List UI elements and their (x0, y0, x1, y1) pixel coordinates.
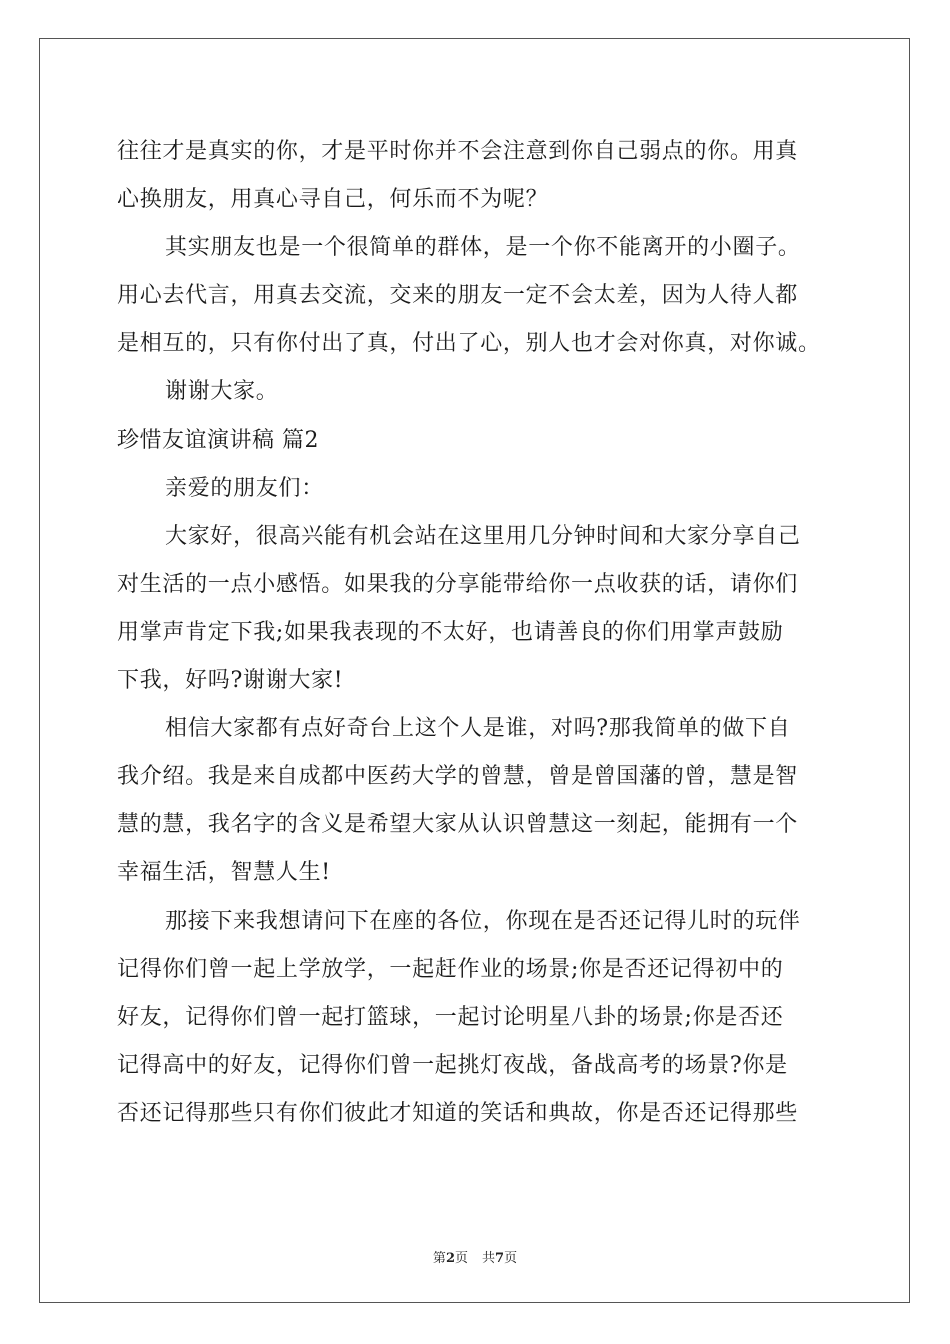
text-line: 亲爱的朋友们： (165, 475, 324, 501)
text-line: 记得高中的好友，记得你们曾一起挑灯夜战，备战高考的场景?你是 (117, 1052, 788, 1078)
page-footer (0, 1247, 950, 1266)
page-prefix: 第 (432, 1251, 446, 1266)
total-prefix: 共 (482, 1251, 496, 1266)
text-line: 幸福生活，智慧人生! (117, 860, 331, 886)
text-line: 那接下来我想请问下在座的各位，你现在是否还记得儿时的玩伴 (165, 908, 801, 934)
total-suffix: 页 (504, 1251, 518, 1266)
page-suffix: 页 (454, 1251, 468, 1266)
text-line: 其实朋友也是一个很简单的群体，是一个你不能离开的小圈子。 (165, 235, 801, 261)
text-line: 往往才是真实的你，才是平时你并不会注意到你自己弱点的你。用真 (117, 139, 799, 164)
text-line: 谢谢大家。 (165, 379, 279, 405)
text-line: 是相互的，只有你付出了真，付出了心，别人也才会对你真，对你诚。 (117, 331, 821, 357)
total-pages: 7 (495, 1251, 505, 1266)
text-line: 用掌声肯定下我;如果我表现的不太好，也请善良的你们用掌声鼓励 (117, 619, 784, 645)
page-number: 2 (445, 1251, 455, 1266)
section-heading: 珍惜友谊演讲稿 篇2 (117, 427, 319, 453)
text-line: 大家好，很高兴能有机会站在这里用几分钟时间和大家分享自己 (165, 523, 801, 549)
text-line: 相信大家都有点好奇台上这个人是谁，对吗?那我简单的做下自 (165, 716, 791, 742)
text-line: 对生活的一点小感悟。如果我的分享能带给你一点收获的话，请你们 (117, 571, 799, 597)
text-line: 慧的慧，我名字的含义是希望大家从认识曾慧这一刻起，能拥有一个 (117, 812, 799, 838)
text-line: 我介绍。我是来自成都中医药大学的曾慧，曾是曾国藩的曾，慧是智 (117, 764, 799, 790)
text-line: 否还记得那些只有你们彼此才知道的笑话和典故，你是否还记得那些 (117, 1100, 799, 1126)
text-line: 用心去代言，用真去交流，交来的朋友一定不会太差，因为人待人都 (117, 283, 799, 309)
document-body (117, 128, 847, 1138)
text-line: 好友，记得你们曾一起打篮球，一起讨论明星八卦的场景;你是否还 (117, 1004, 784, 1030)
text-line: 下我，好吗?谢谢大家! (117, 668, 344, 694)
text-line: 心换朋友，用真心寻自己，何乐而不为呢？ (117, 187, 549, 213)
text-line: 记得你们曾一起上学放学，一起赶作业的场景;你是否还记得初中的 (117, 956, 784, 982)
